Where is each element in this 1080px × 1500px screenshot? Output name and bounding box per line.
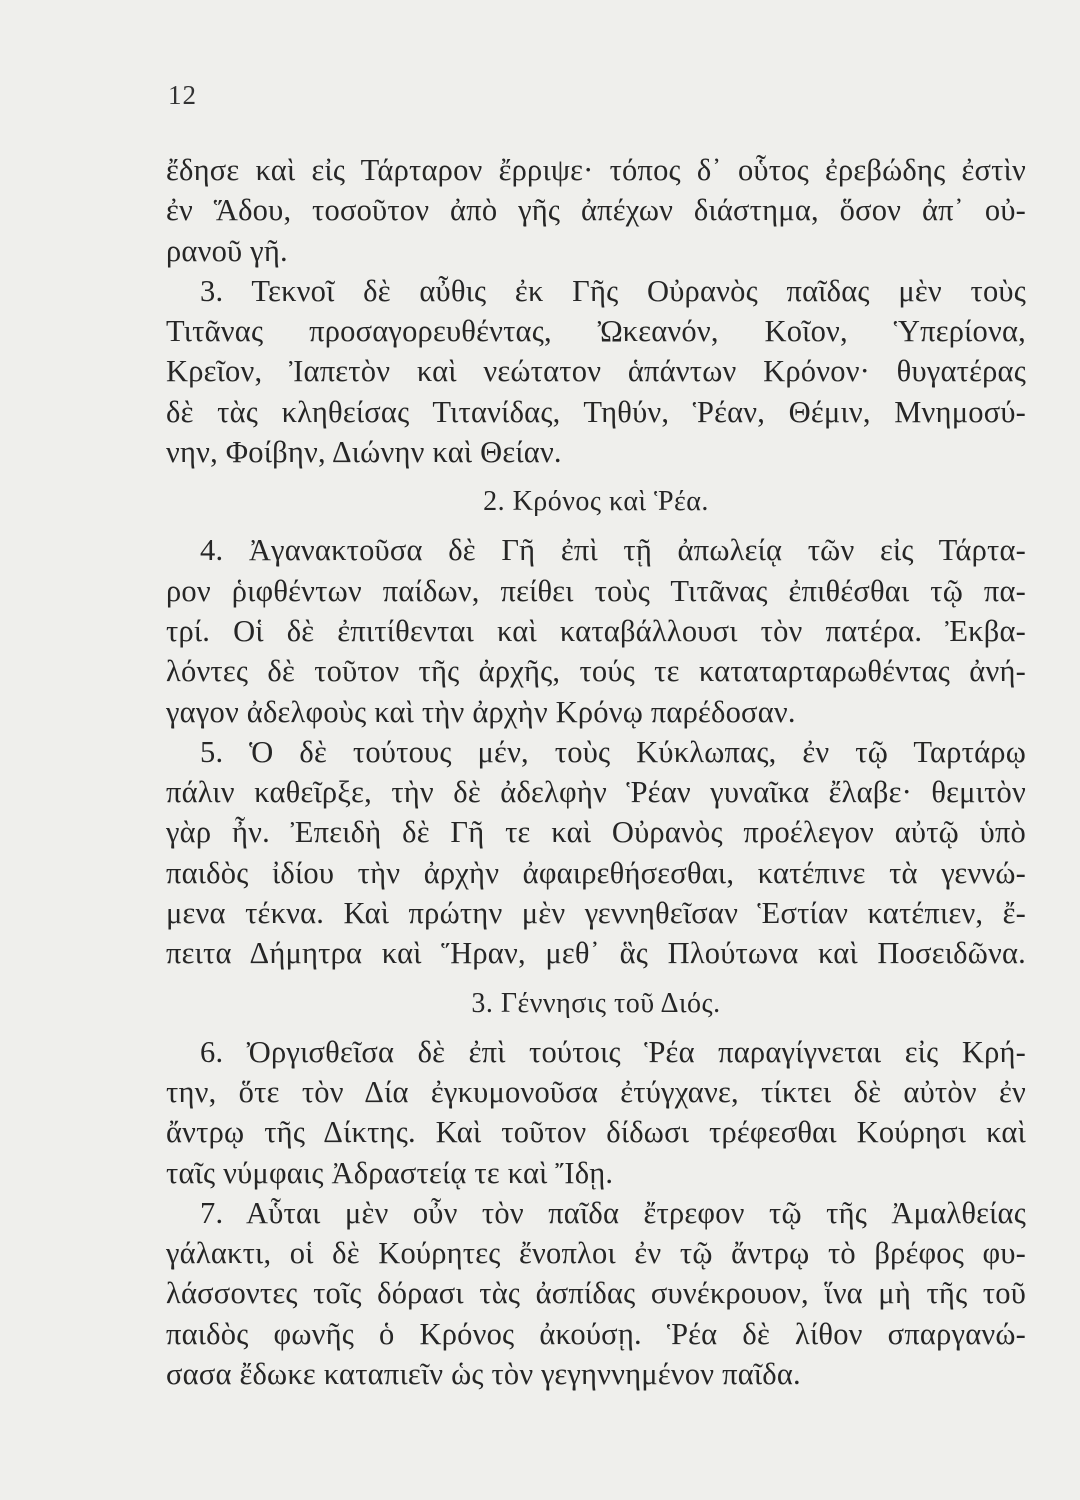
text-line: 7. Αὗται μὲν οὖν τὸν παῖδα ἔτρεφον τῷ τῆς Ἀμαλθείας — [200, 1195, 1026, 1230]
text-line: σασα ἔδωκε καταπιεῖν ὡς τὸν γεγηννημένον παῖδα. — [166, 1357, 801, 1392]
text-line: ρανοῦ γῆ. — [166, 233, 288, 268]
text-line: 5. Ὁ δὲ τούτους μέν, τοὺς Κύκλωπας, ἐν τῷ Ταρτάρῳ — [200, 734, 1026, 769]
text-line: 6. Ὀργισθεῖσα δὲ ἐπὶ τούτοις Ῥέα παραγίγνεται εἰς Κρή- — [200, 1034, 1026, 1069]
page-body — [166, 150, 1026, 1394]
text-line: μενα τέκνα. Καὶ πρώτην μὲν γεννηθεῖσαν Ἑστίαν κατέπιεν, ἔ- — [166, 896, 1026, 931]
text-line: ρον ῥιφθέντων παίδων, πείθει τοὺς Τιτᾶνας ἐπιθέσθαι τῷ πα- — [166, 573, 1026, 608]
text-line: λόντες δὲ τοῦτον τῆς ἀρχῆς, τούς τε καταταρταρωθέντας ἀνή- — [166, 654, 1026, 689]
text-line: δὲ τὰς κληθείσας Τιτανίδας, Τηθύν, Ῥέαν, Θέμιν, Μνημοσύ- — [166, 394, 1026, 429]
text-line: την, ὅτε τὸν Δία ἐγκυμονοῦσα ἐτύγχανε, τίκτει δὲ αὐτὸν ἐν — [166, 1074, 1026, 1109]
text-line: ἐν Ἅδου, τοσοῦτον ἀπὸ γῆς ἀπέχων διάστημα, ὅσον ἀπ᾽ οὐ- — [166, 193, 1026, 228]
page-number: 12 — [168, 80, 197, 110]
text-line: γαγον ἀδελφοὺς καὶ τὴν ἀρχὴν Κρόνῳ παρέδοσαν. — [166, 694, 796, 729]
text-line: ἔδησε καὶ εἰς Τάρταρον ἔρριψε· τόπος δ᾽ οὗτος ἐρεβώδης ἐστὶν — [166, 153, 1026, 187]
text-line: πάλιν καθεῖρξε, τὴν δὲ ἀδελφὴν Ῥέαν γυναῖκα ἔλαβε· θεμιτὸν — [166, 775, 1026, 810]
section-heading: 2. Κρόνος καὶ Ῥέα. — [483, 486, 709, 518]
text-line: Τιτᾶνας προσαγορευθέντας, Ὠκεανόν, Κοῖον, Ὑπερίονα, — [166, 314, 1026, 349]
text-line: 3. Τεκνοῖ δὲ αὖθις ἐκ Γῆς Οὐρανὸς παῖδας μὲν τοὺς — [200, 273, 1026, 308]
text-line: ταῖς νύμφαις Ἀδραστείᾳ τε καὶ Ἴδῃ. — [166, 1155, 614, 1190]
text-line: γάλακτι, οἱ δὲ Κούρητες ἔνοπλοι ἐν τῷ ἄντρῳ τὸ βρέφος φυ- — [166, 1236, 1026, 1271]
text-line: πειτα Δήμητρα καὶ Ἥραν, μεθ᾽ ἃς Πλούτωνα καὶ Ποσειδῶνα. — [166, 936, 1026, 971]
text-line: παιδὸς ἰδίου τὴν ἀρχὴν ἀφαιρεθήσεσθαι, κατέπινε τὰ γεννώ- — [166, 855, 1026, 890]
text-line: 4. Ἀγανακτοῦσα δὲ Γῆ ἐπὶ τῇ ἀπωλείᾳ τῶν εἰς Τάρτα- — [200, 533, 1026, 568]
text-line: παιδὸς φωνῆς ὁ Κρόνος ἀκούσῃ. Ῥέα δὲ λίθον σπαργανώ- — [166, 1316, 1026, 1351]
section-heading: 3. Γέννησις τοῦ Διός. — [471, 987, 721, 1019]
text-line: τρί. Οἱ δὲ ἐπιτίθενται καὶ καταβάλλουσι τὸν πατέρα. Ἐκβα- — [166, 613, 1026, 648]
text-line: λάσσοντες τοῖς δόρασι τὰς ἀσπίδας συνέκρουον, ἵνα μὴ τῆς τοῦ — [166, 1276, 1026, 1311]
text-line: ἄντρῳ τῆς Δίκτης. Καὶ τοῦτον δίδωσι τρέφεσθαι Κούρησι καὶ — [166, 1115, 1026, 1150]
text-line: νην, Φοίβην, Διώνην καὶ Θείαν. — [166, 435, 562, 470]
text-line: Κρεῖον, Ἰαπετὸν καὶ νεώτατον ἁπάντων Κρόνον· θυγατέρας — [166, 354, 1026, 389]
text-line: γὰρ ἦν. Ἐπειδὴ δὲ Γῆ τε καὶ Οὐρανὸς προέλεγον αὐτῷ ὑπὸ — [166, 815, 1026, 850]
